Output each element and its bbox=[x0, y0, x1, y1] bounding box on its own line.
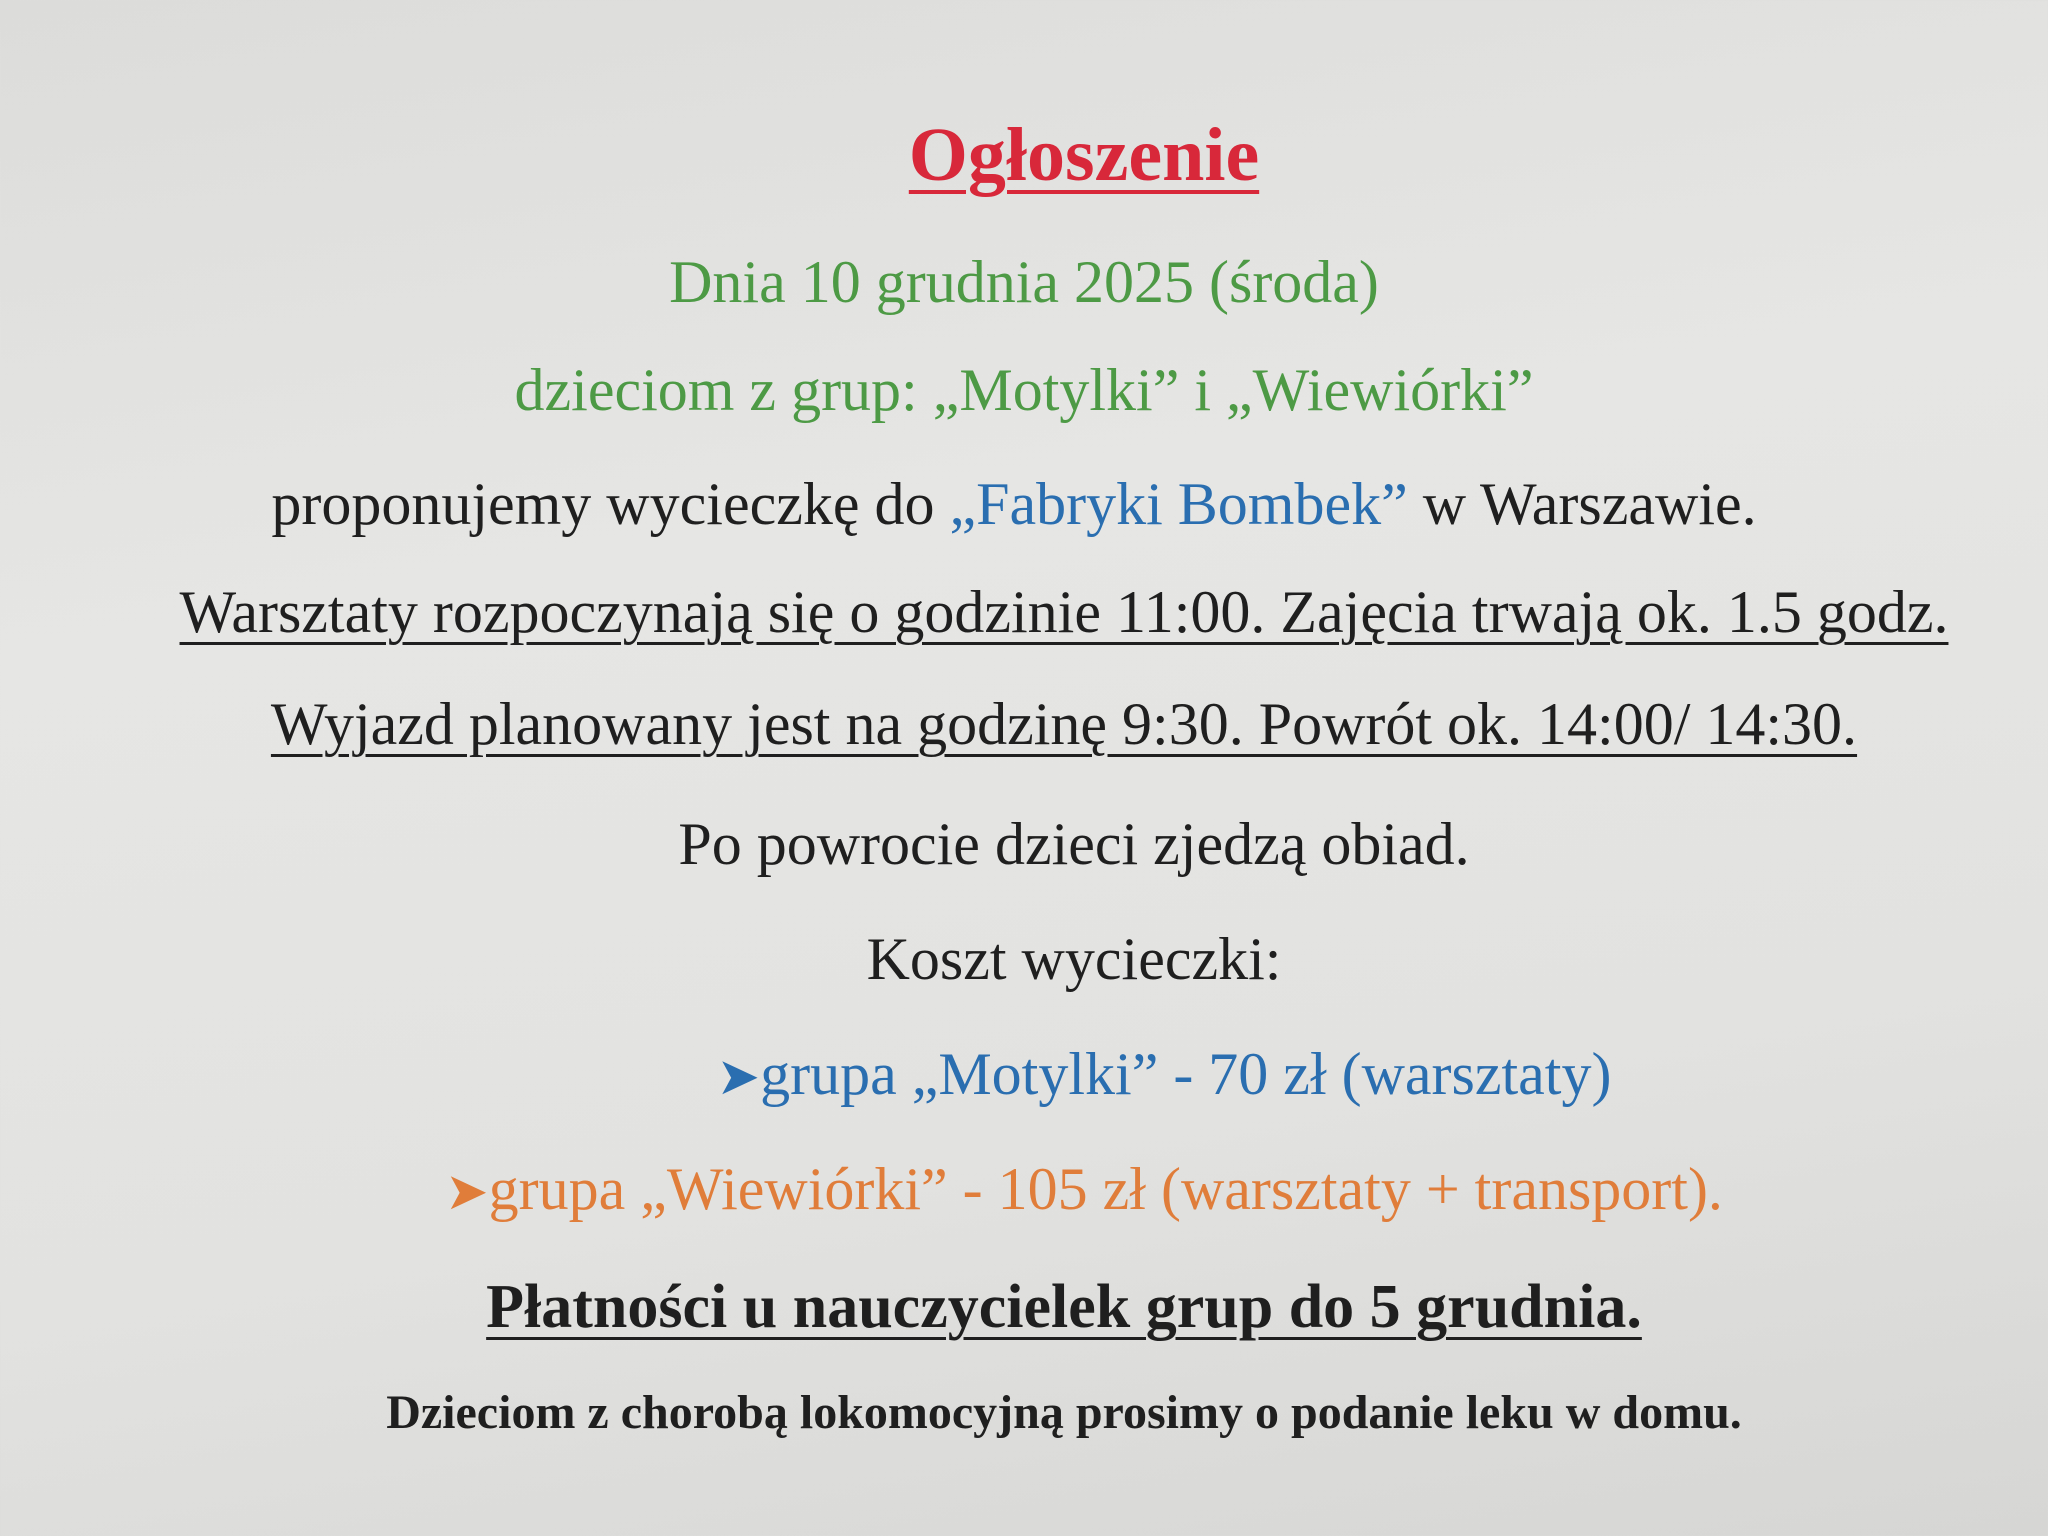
trip-text-after: w Warszawie. bbox=[1407, 471, 1757, 537]
trip-text-before: proponujemy wycieczkę do bbox=[271, 471, 950, 537]
trip-line bbox=[0, 470, 2038, 539]
cost-item-text: grupa „Motylki” - 70 zł (warsztaty) bbox=[760, 1041, 1612, 1107]
arrow-right-icon: ➤ bbox=[445, 1162, 489, 1222]
cost-item-wiewiorki bbox=[60, 1155, 2048, 1224]
announcement-title bbox=[60, 112, 2048, 199]
arrow-right-icon: ➤ bbox=[716, 1047, 761, 1107]
title-text: Ogłoszenie bbox=[908, 113, 1260, 197]
payment-text: Płatności u nauczycielek grup do 5 grudnia. bbox=[486, 1273, 1642, 1341]
trip-place: „Fabryki Bombek” bbox=[949, 471, 1408, 537]
medicine-line: Dzieciom z chorobą lokomocyjną prosimy o podanie leku w domu. bbox=[386, 1386, 1742, 1439]
date-line: Dnia 10 grudnia 2025 (środa) bbox=[669, 249, 1379, 315]
lunch-line: Po powrocie dzieci zjedzą obiad. bbox=[678, 811, 1470, 877]
cost-item-text: grupa „Wiewiórki” - 105 zł (warsztaty + transport). bbox=[488, 1156, 1723, 1222]
cost-heading: Koszt wycieczki: bbox=[866, 926, 1282, 992]
groups-line: dzieciom z grup: „Motylki” i „Wiewiórki” bbox=[514, 357, 1534, 423]
cost-item-motylki bbox=[140, 1040, 2048, 1109]
payment-line bbox=[40, 1272, 2048, 1343]
departure-line bbox=[40, 690, 2048, 759]
workshop-line bbox=[40, 578, 2048, 647]
workshop-text: Warsztaty rozpoczynają się o godzinie 11:00. Zajęcia trwają ok. 1.5 godz. bbox=[179, 579, 1949, 645]
departure-text: Wyjazd planowany jest na godzinę 9:30. Powrót ok. 14:00/ 14:30. bbox=[270, 691, 1858, 757]
